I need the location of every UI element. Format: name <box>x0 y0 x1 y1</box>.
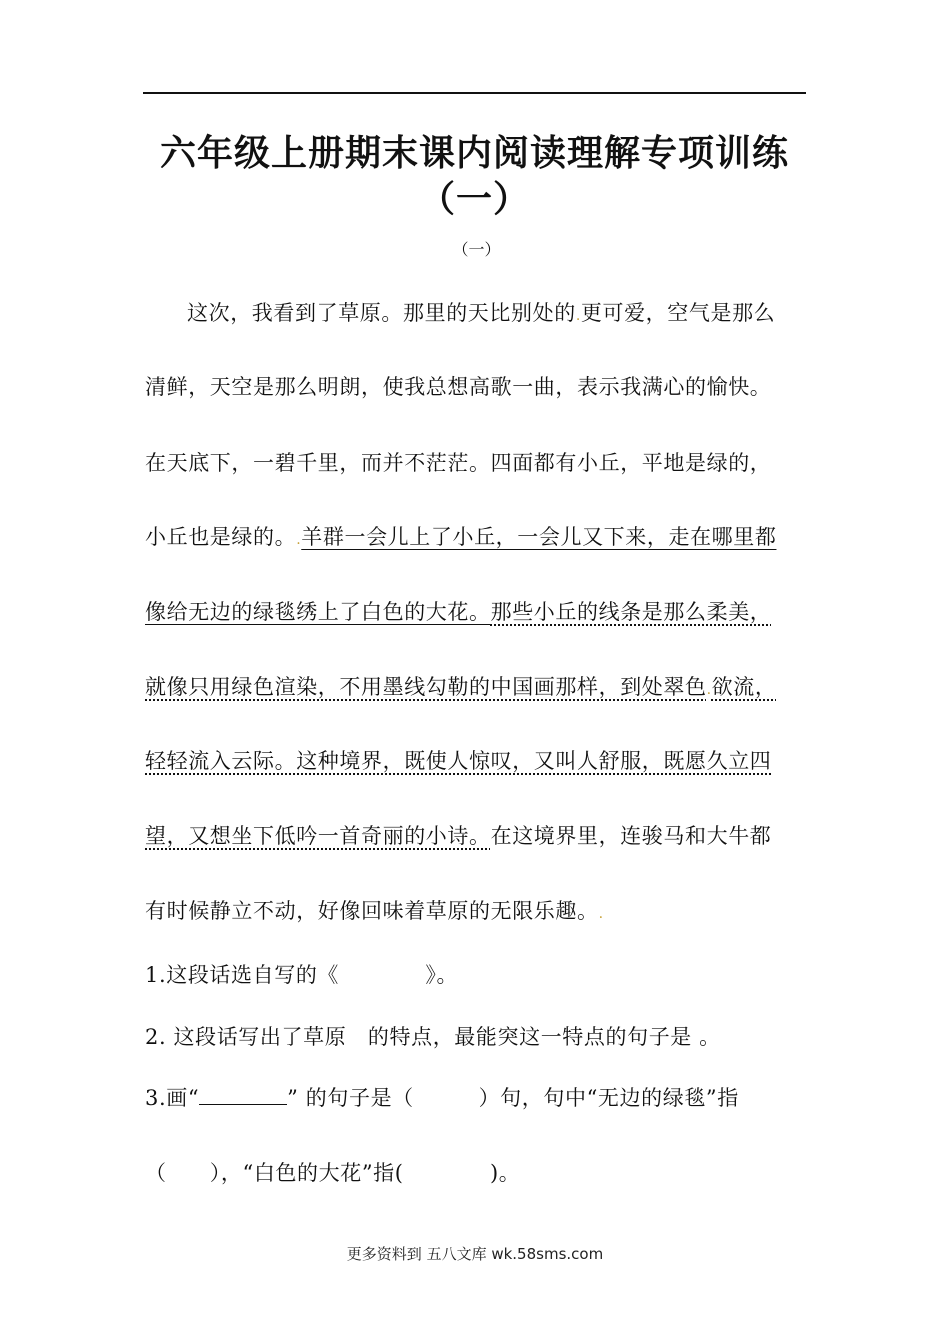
passage-text: 更可爱，空气是那么 <box>580 301 776 325</box>
dotted-underlined-sentence: 欲流， <box>711 675 777 699</box>
underline-sample <box>199 1086 287 1105</box>
passage-text: 小丘也是绿的。 <box>145 525 297 549</box>
passage-text: 有时候静立不动，好像回味着草原的无限乐趣。 <box>145 899 599 923</box>
document-title-number: （一） <box>418 179 530 220</box>
footer-source: 更多资料到 五八文库 wk.58sms.com <box>346 1245 604 1263</box>
annotation-mark: . <box>598 906 604 922</box>
passage-line <box>145 522 808 555</box>
question-3-continued: （ ），“白色的大花”指( )。 <box>145 1161 521 1185</box>
question-3-prefix: 3.画“ <box>145 1086 200 1110</box>
annotation-mark: . <box>575 308 581 324</box>
passage-text: 在这境界里，连骏马和大牛都 <box>490 824 772 848</box>
question-1: 1.这段话选自写的《 》。 <box>145 963 459 987</box>
annotation-mark: . <box>296 532 302 548</box>
dotted-underlined-sentence: 就像只用绿色渲染，不用墨线勾勒的中国画那样，到处翠色 <box>145 675 707 699</box>
document-title: 六年级上册期末课内阅读理解专项训练 <box>159 133 789 174</box>
question-3-suffix: ” 的句子是（ ）句，句中“无边的绿毯”指 <box>287 1086 739 1110</box>
dotted-underlined-sentence: 那些小丘的线条是那么柔美， <box>490 600 772 624</box>
section-label: （一） <box>452 240 501 259</box>
passage-line <box>145 298 850 331</box>
question-2: 2. 这段话写出了草原 的特点，最能突这一特点的句子是 。 <box>145 1025 721 1049</box>
passage-line <box>145 821 808 851</box>
passage-line <box>145 672 808 705</box>
passage-line <box>145 896 808 929</box>
passage-line: 清鲜，天空是那么明朗，使我总想高歌一曲，表示我满心的愉快。 <box>145 375 772 399</box>
passage-line: 轻轻流入云际。这种境界，既使人惊叹，又叫人舒服，既愿久立四 <box>145 749 772 773</box>
annotation-mark: . <box>706 682 712 698</box>
top-rule <box>143 92 806 94</box>
underlined-sentence: 羊群一会儿上了小丘，一会儿又下来，走在哪里都 <box>301 525 777 549</box>
dotted-underlined-sentence: 望，又想坐下低吟一首奇丽的小诗。 <box>145 824 491 848</box>
passage-line <box>145 597 808 627</box>
underlined-sentence: 像给无边的绿毯绣上了白色的大花。 <box>145 600 491 624</box>
question-3 <box>145 1083 808 1113</box>
passage-text: 这次，我看到了草原。那里的天比别处的 <box>187 301 576 325</box>
passage-line: 在天底下，一碧千里，而并不茫茫。四面都有小丘，平地是绿的， <box>145 451 772 475</box>
